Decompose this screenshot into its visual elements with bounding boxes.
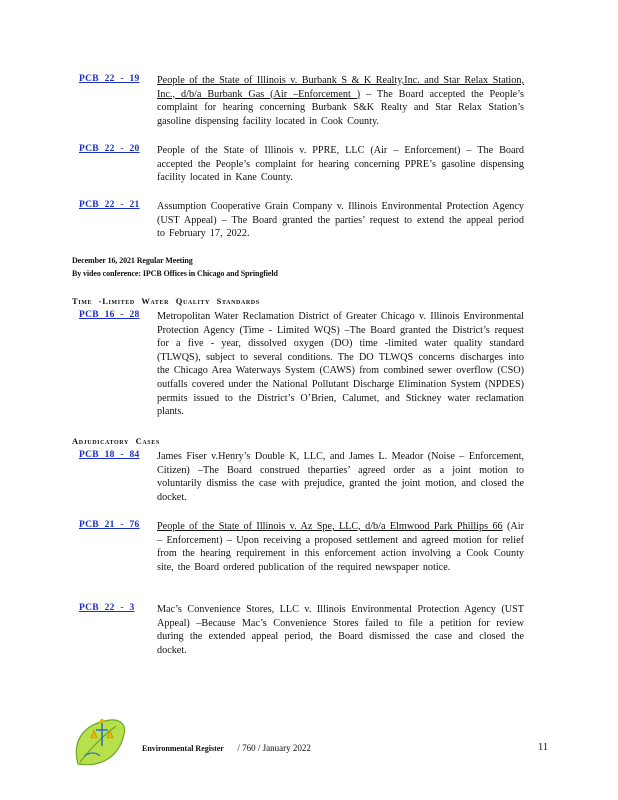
case-description: Mac’s Convenience Stores, LLC v. Illinois Environmental Protection Agency (UST Appeal) –Because Mac’s Convenience Stores failed to file a petition for review during the extended appeal period, the Board dismissed the case and closed the docket. bbox=[157, 604, 524, 656]
case-description bbox=[157, 74, 524, 128]
case-description: Assumption Cooperative Grain Company v. Illinois Environmental Protection Agency (UST Appeal) – The Board granted the parties’ request to extend the appeal period to February 17, 2022. bbox=[157, 201, 524, 240]
meeting-date: December 16, 2021 Regular Meeting bbox=[72, 256, 193, 265]
case-number-link[interactable]: PCB 22 - 19 bbox=[79, 74, 140, 84]
case-number-link[interactable]: PCB 18 - 84 bbox=[79, 450, 140, 460]
case-title: People of the State of Illinois v. Az Spe, LLC, d/b/a Elmwood Park Phillips 66 bbox=[157, 521, 503, 532]
section-heading-adjudicatory: Adjudicatory Cases bbox=[72, 436, 160, 446]
case-number-link[interactable]: PCB 22 - 21 bbox=[79, 200, 140, 210]
case-description: James Fiser v.Henry’s Double K, LLC, and James L. Meador (Noise – Enforcement, Citizen) –The Board construed theparties’ agreed order as a joint motion to voluntarily dismiss the case with prejudice, granted the joint motion, and closed the docket. bbox=[157, 451, 524, 503]
case-description: People of the State of Illinois v. PPRE, LLC (Air – Enforcement) – The Board accepted the People’s complaint for hearing concerning PPRE’s gasoline dispensing facility located in Kane County. bbox=[157, 145, 524, 184]
case-summary: – The Board accepted the People’s complaint for hearing concerning Burbank S&K Realty and Star Relax Station’s gasoline dispensing facility located in Cook County. bbox=[157, 88, 524, 127]
case-number-link[interactable]: PCB 16 - 28 bbox=[79, 310, 140, 320]
issue-info: / 760 / January 2022 bbox=[237, 743, 311, 753]
case-number-link[interactable]: PCB 21 - 76 bbox=[79, 520, 140, 530]
case-description: Metropolitan Water Reclamation District of Greater Chicago v. Illinois Environmental Protection Agency (Time - Limited WQS) –The Board granted the District’s request for a five - year, dissolved oxygen (DO) time -limited water quality standard (TLWQS), subject to several conditions. The DO TLWQS concerns discharges into the Chicago Area Waterways System (CAWS) from combined sewer overflow (CSO) outfalls covered under the National Pollutant Discharge Elimination System (NPDES) permits issued to the District’s O’Brien, Calumet, and Stickney water reclamation plants. bbox=[157, 311, 524, 418]
section-heading-tlwqs: Time -Limited Water Quality Standards bbox=[72, 296, 260, 306]
case-summary: (Air – Enforcement) – Upon receiving a proposed settlement and agreed motion for relief from the hearing requirement in this enforcement action involving a Cook County site, the Board ordered publication of the required newspaper notice. bbox=[157, 521, 525, 573]
page-number: 11 bbox=[538, 742, 549, 753]
publication-name: Environmental Register bbox=[142, 744, 224, 753]
leaf-scales-logo-icon bbox=[70, 712, 128, 772]
footer-publication bbox=[142, 743, 311, 753]
case-number-link[interactable]: PCB 22 - 3 bbox=[79, 603, 135, 613]
case-number-link[interactable]: PCB 22 - 20 bbox=[79, 144, 140, 154]
case-description bbox=[157, 520, 524, 574]
case-title: People of the State of Illinois v. Burbank S & K Realty,Inc. and Star Relax Station, Inc., d/b/a Burbank Gas (Air –Enforcement ) bbox=[157, 75, 524, 100]
meeting-location: By video conference: IPCB Offices in Chicago and Springfield bbox=[72, 269, 278, 278]
